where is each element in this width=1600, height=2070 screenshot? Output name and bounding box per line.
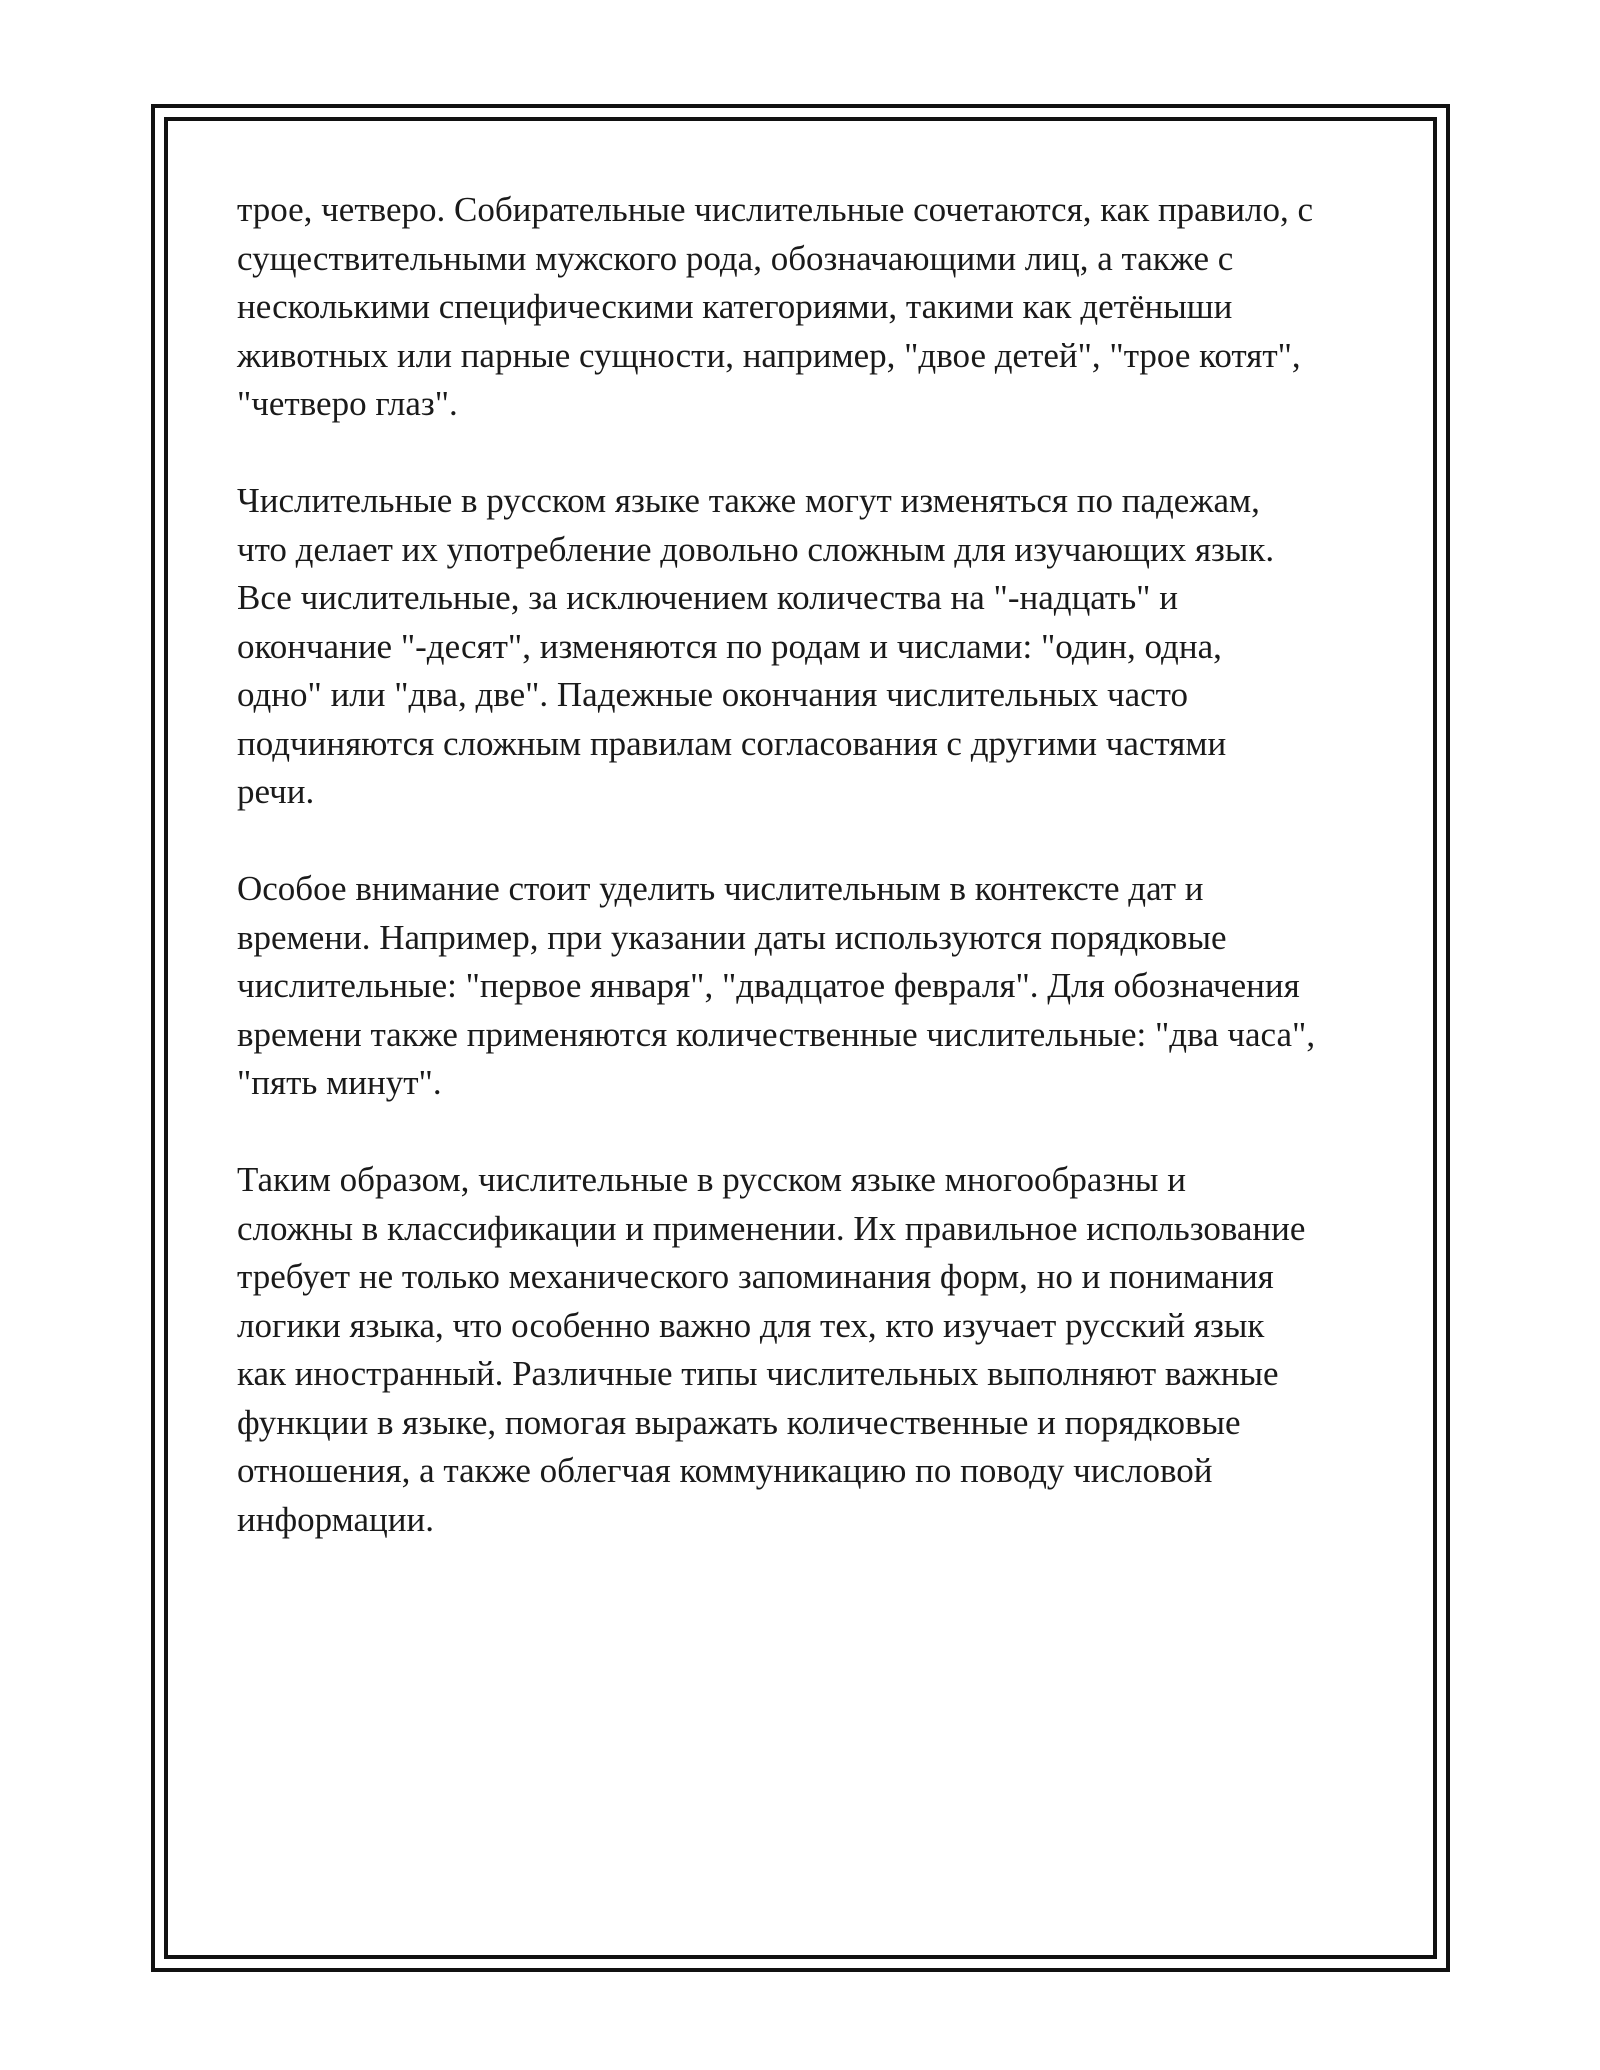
paragraph-case-declension: Числительные в русском языке также могут изменяться по падежам, что делает их употребление довольно сложным для изучающих язык. Все числительные, за исключением количества на "-надцать" и окончание "-десят", изменяются по родам и числами: "один, одна, одно" или "два, две". Падежные окончания числительных часто подчиняются сложным правилам согласования с другими частями речи.	[237, 481, 1275, 811]
paragraph-collective-numerals: трое, четверо. Собирательные числительные сочетаются, как правило, с существительными мужского рода, обозначающими лиц, а также с несколькими специфическими категориями, такими как детёныши животных или парные сущности, например, "двое детей", "трое котят", "четверо глаз".	[237, 190, 1313, 423]
paragraph-conclusion: Таким образом, числительные в русском языке многообразны и сложны в классификации и применении. Их правильное использование требует не только механического запоминания форм, но и понимания логики языка, что особенно важно для тех, кто изучает русский язык как иностранный. Различные типы числительных выполняют важные функции в языке, помогая выражать количественные и порядковые отношения, а также облегчая коммуникацию по поводу числовой информации.	[237, 1160, 1306, 1539]
paragraph-dates-and-time: Особое внимание стоит уделить числительным в контексте дат и времени. Например, при указании даты используются порядковые числительные: "первое января", "двадцатое февраля". Для обозначения времени также применяются количественные числительные: "два часа", "пять минут".	[237, 869, 1316, 1102]
document-body	[237, 186, 1377, 1593]
